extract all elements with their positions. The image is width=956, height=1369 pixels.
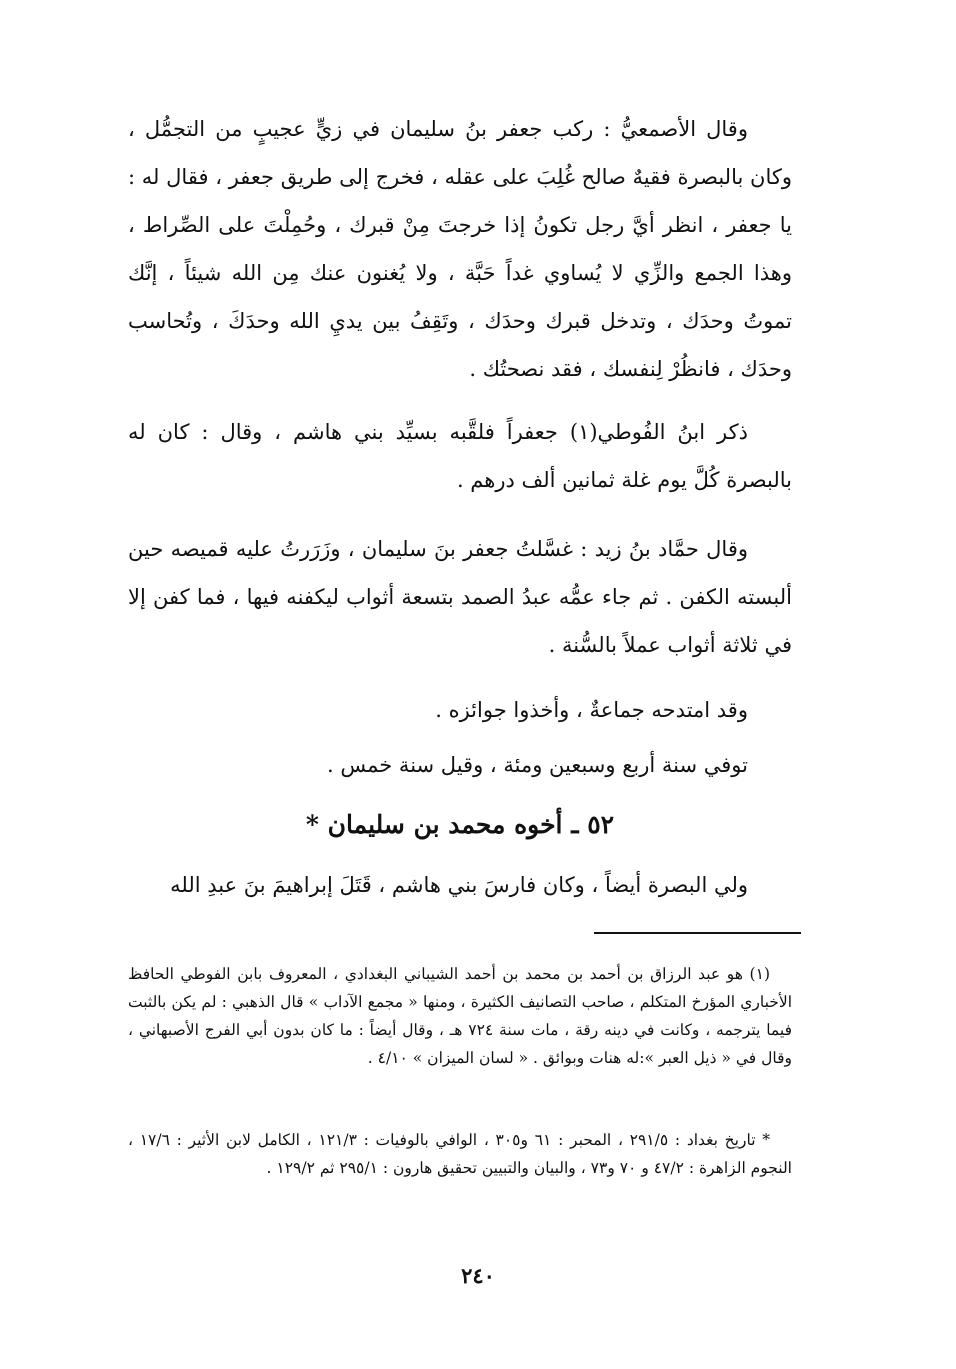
paragraph-text: وقال حمَّاد بنُ زيد : غسَّلتُ جعفر بنَ سليمان ، وزَرَرتُ عليه قميصه حين ألبسته الكفن . ثم جاء عمُّه عبدُ الصمد بتسعة أثواب ليكفنه فيها ، فما كفن إلا في ثلاثة أثواب عملاً بالسُّنة . <box>128 537 792 657</box>
footnote-text: (١) هو عبد الرزاق بن أحمد بن محمد بن أحمد الشيباني البغدادي ، المعروف بابن الفوطي الحافظ الأخباري المؤرخ المتكلم ، صاحب التصانيف الكثيرة ، ومنها « مجمع الآداب » قال الذهبي : لم يكن بالثبت فيما يترجمه ، وكانت في دينه رقة ، مات سنة ٧٢٤ هـ ، وقال أيضاً : ما كان بدون أبي الفرج الأصبهاني ، وقال في « ذيل العبر »:له هنات وبوائق . « لسان الميزان » ٤/١٠ . <box>128 965 792 1067</box>
footnote-divider <box>594 932 801 934</box>
paragraph-text: وقال الأصمعيُّ : ركب جعفر بنُ سليمان في زيٍّ عجيبٍ من التجمُّل ، وكان بالبصرة فقيهٌ صالح غُلِبَ على عقله ، فخرج إلى طريق جعفر ، فقال له : يا جعفر ، انظر أيَّ رجل تكونُ إذا خرجتَ مِنْ قبرك ، وحُمِلْتَ على الصِّراط ، وهذا الجمع والزِّي لا يُساوي غداً حَبَّة ، ولا يُغنون عنك مِن الله شيئاً ، إنَّك تموتُ وحدَك ، وتدخل قبرك وحدَك ، وتَقِفُ بين يديِ الله وحدَكَ ، وتُحاسب وحدَك ، فانظُرْ لِنفسك ، فقد نصحتُك . <box>128 117 792 381</box>
section-heading: ٥٢ ـ أخوه محمد بن سليمان * <box>305 810 615 839</box>
paragraph-death <box>128 741 792 789</box>
paragraph-text: ذكر ابنُ الفُوطي(١) جعفراً فلقَّبه بسيِّد بني هاشم ، وقال : كان له بالبصرة كُلَّ يوم غلة ثمانين ألف درهم . <box>128 420 792 492</box>
paragraph-hammad <box>128 525 792 669</box>
paragraph-muhammad <box>128 861 792 909</box>
paragraph-text: توفي سنة أربع وسبعين ومئة ، وقيل سنة خمس . <box>327 753 748 777</box>
paragraph-praise <box>128 686 792 734</box>
paragraph-text: ولي البصرة أيضاً ، وكان فارسَ بني هاشم ، قَتَلَ إبراهيمَ بنَ عبدِ الله <box>170 873 748 897</box>
paragraph-ibn-fuwati <box>128 408 792 504</box>
footnote-sources <box>128 1126 792 1182</box>
footnote-1 <box>128 960 792 1072</box>
page-number: ٢٤٠ <box>461 1263 495 1288</box>
paragraph-asmai <box>128 105 792 393</box>
footnote-text: * تاريخ بغداد : ٢٩١/٥ ، المحبر : ٦١ و٣٠٥ ، الوافي بالوفيات : ١٢١/٣ ، الكامل لابن الأثير : ١٧/٦ ، النجوم الزاهرة : ٤٧/٢ و ٧٠ و٧٣ ، والبيان والتبيين تحقيق هارون : ٢٩٥/١ ثم ١٢٩/٢ . <box>128 1131 792 1177</box>
paragraph-text: وقد امتدحه جماعةٌ ، وأخذوا جوائزه . <box>435 698 748 722</box>
